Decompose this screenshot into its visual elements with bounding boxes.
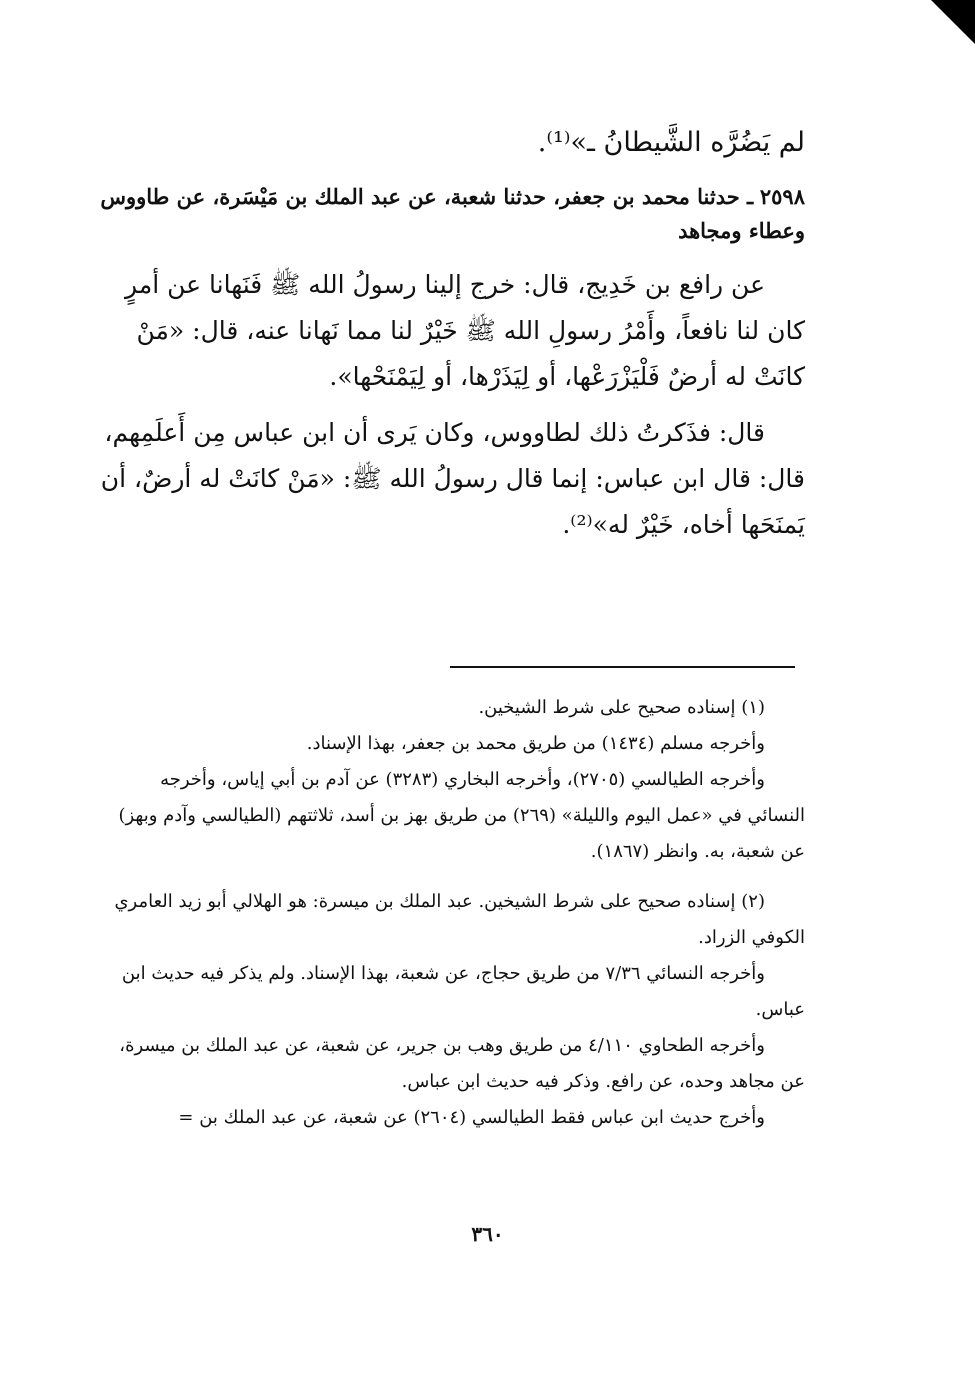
page-corner-marker <box>931 0 975 44</box>
hadith-chain: ـ حدثنا محمد بن جعفر، حدثنا شعبة، عن عبد الملك بن مَيْسَرة، عن طاووس وعطاء ومجاهد <box>100 184 805 243</box>
footnote-1-line-3: وأخرجه الطيالسي (٢٧٠٥)، وأخرجه البخاري (٣٢٨٣) عن آدم بن أبي إياس، وأخرجه النسائي في «عمل اليوم والليلة» (٢٦٩) من طريق بهز بن أسد، ثلاثتهم (الطيالسي وآدم وبهز) عن شعبة، به. وانظر (١٨٦٧). <box>118 769 805 862</box>
footnote-1-line-2: وأخرجه مسلم (١٤٣٤) من طريق محمد بن جعفر، بهذا الإسناد. <box>306 733 765 754</box>
footnote-2-line-1: (٢) إسناده صحيح على شرط الشيخين. عبد الملك بن ميسرة: هو الهلالي أبو زيد العامري الكوفي الزراد. <box>114 891 805 948</box>
hadith-paragraph-1: عن رافع بن خَدِيج، قال: خرج إلينا رسولُ الله ﷺ فَنَهانا عن أمرٍ كان لنا نافعاً، وأَمْرُ رسولِ الله ﷺ خَيْرٌ لنا مما نَهانا عنه، قال: «مَنْ كانَتْ له أرضٌ فَلْيَزْرَعْها، أو لِيَذَرْها، أو لِيَمْنَحْها». <box>125 270 805 391</box>
continuation-line: لم يَضُرَّه الشَّيطانُ ـ»⁽¹⁾. <box>537 127 805 158</box>
footnote-divider <box>450 666 795 668</box>
footnote-2-line-4: وأخرج حديث ابن عباس فقط الطيالسي (٢٦٠٤) عن شعبة، عن عبد الملك بن = <box>178 1107 765 1128</box>
main-text <box>100 120 805 558</box>
hadith-header <box>100 180 805 248</box>
page-number: ٣٦٠ <box>471 1222 504 1246</box>
hadith-number: ٢٥٩٨ <box>759 184 805 209</box>
hadith-paragraph-2: قال: فذَكرتُ ذلك لطاووس، وكان يَرى أن ابن عباس مِن أَعلَمِهم، قال: قال ابن عباس: إنما قال رسولُ الله ﷺ: «مَنْ كانَتْ له أرضٌ، أن يَمنَحَها أخاه، خَيْرٌ له»⁽²⁾. <box>100 418 805 539</box>
footnote-1-line-1: (١) إسناده صحيح على شرط الشيخين. <box>478 697 765 718</box>
footnote-2-line-2: وأخرجه النسائي ٧/٣٦ من طريق حجاج، عن شعبة، بهذا الإسناد. ولم يذكر فيه حديث ابن عباس. <box>121 963 805 1020</box>
footnotes <box>100 690 805 1136</box>
footnote-2-line-3: وأخرجه الطحاوي ٤/١١٠ من طريق وهب بن جرير، عن شعبة، عن عبد الملك بن ميسرة، عن مجاهد وحده، عن رافع. وذكر فيه حديث ابن عباس. <box>119 1035 805 1092</box>
